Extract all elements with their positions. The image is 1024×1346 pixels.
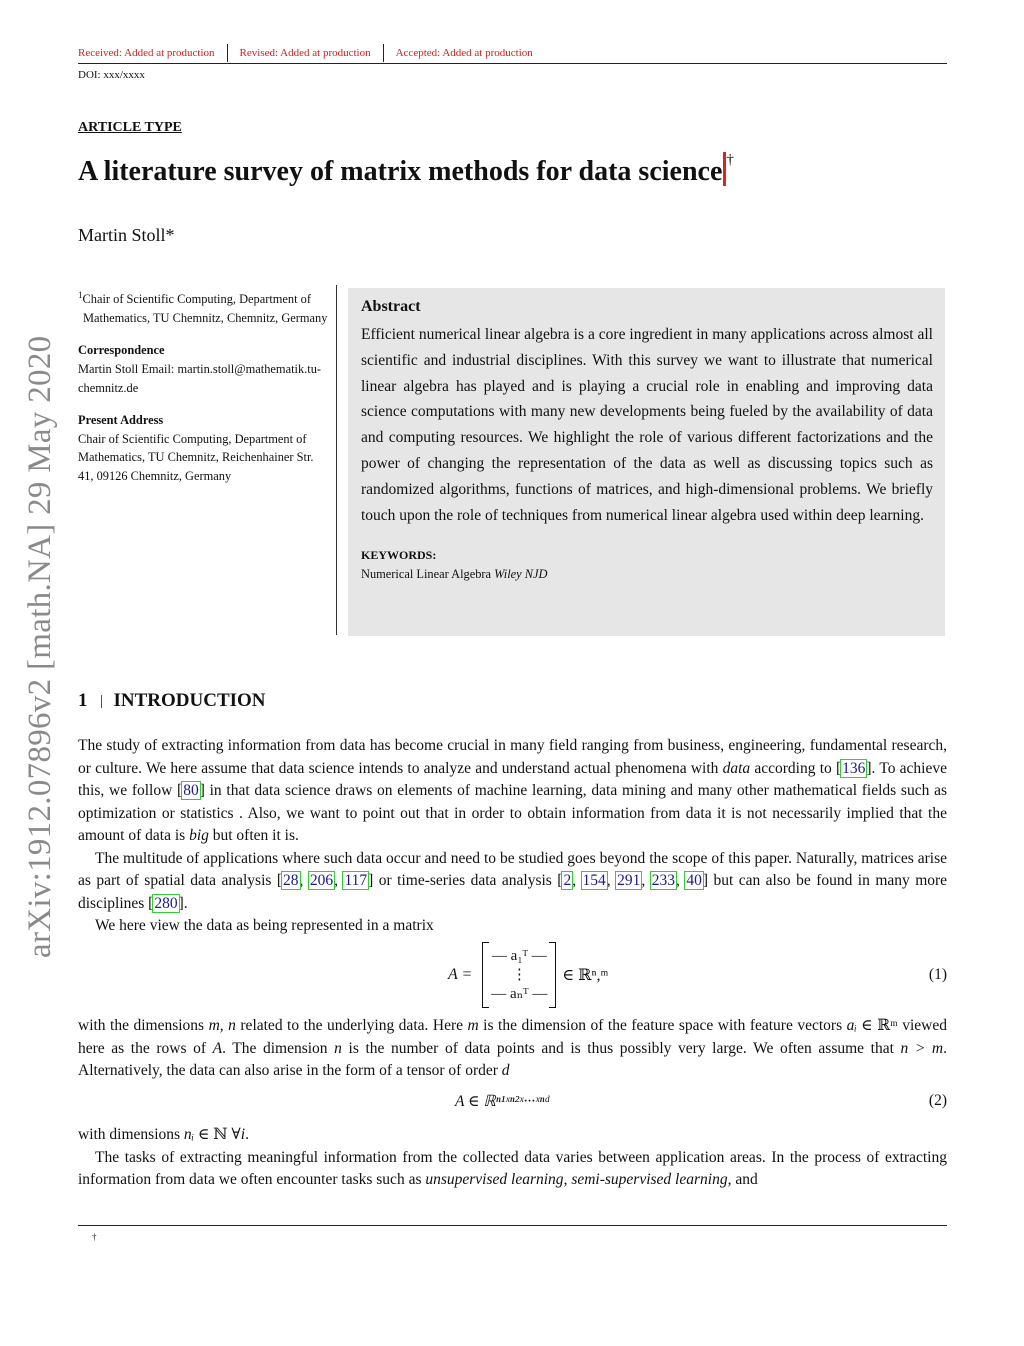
paragraph-5: [78, 1124, 947, 1147]
paragraph-3: We here view the data as being represented in a matrix: [95, 917, 434, 934]
math: d: [501, 1062, 510, 1079]
abstract-heading: Abstract: [361, 298, 421, 315]
footnote: †: [92, 1232, 97, 1242]
eq2-expression: A ∈ ℝⁿ¹ˣⁿ²ˣ···ˣⁿᵈ: [455, 1093, 550, 1110]
matrix-expression: [448, 942, 608, 1008]
paragraph-1: [78, 735, 947, 848]
text: . The dimension: [222, 1039, 335, 1057]
intro-paragraphs-1: [78, 735, 947, 938]
text: .: [245, 1126, 249, 1143]
text: with dimensions: [78, 1126, 184, 1143]
present-address-label: Present Address: [78, 413, 164, 428]
author: Martin Stoll*: [78, 225, 175, 245]
citation-link[interactable]: 117: [344, 872, 368, 889]
paragraph-4: [78, 1015, 947, 1083]
text: The study of extracting information from data has become crucial in many field ranging from business, engineering, fundamental research, or culture. We here assume that data science intends to analyze and understand actual phenomena with: [78, 737, 947, 777]
emphasis: unsupervised learning: [425, 1171, 564, 1188]
text: ] but can also be found in many more disciplines [: [78, 872, 948, 912]
received-date: Received: Added at production: [78, 47, 215, 59]
title-text: A literature survey of matrix methods for data science: [78, 156, 723, 187]
equation-number: (1): [928, 966, 947, 983]
section-number: 1: [78, 690, 88, 711]
text: ] in that data science draws on elements of machine learning, data mining and many other mathematical fields such as optimization or statistics . Also, we want to point out that in order to obtain information from data it is not necessarily implied that the amount of data is: [78, 782, 947, 844]
section-divider: [101, 695, 102, 708]
citation-link[interactable]: 206: [309, 872, 334, 889]
citation-link[interactable]: 28: [283, 872, 299, 889]
citation-link[interactable]: 280: [154, 894, 178, 912]
text: . Alternatively, the data can also arise in the form of a tensor of order: [78, 1039, 947, 1079]
text: related to the underlying data. Here: [235, 1017, 468, 1034]
matrix-rows: [489, 947, 549, 1004]
present-address-text: Chair of Scientific Computing, Department of Mathematics, TU Chemnitz, Reichenhainer Str. 41, 09126 Chemnitz, Germany: [78, 431, 314, 483]
equation-number: (2): [928, 1092, 947, 1109]
intro-paragraph-4: [78, 1015, 947, 1083]
keywords: [361, 567, 933, 582]
left-bracket: [482, 942, 489, 1008]
text: according to [: [750, 759, 842, 777]
text: The multitude of applications where such data occur and need to be studied goes beyond the scope of this paper. Naturally, matrices arise as part of spatial data analysis [: [78, 849, 947, 889]
eq-lhs: A =: [448, 966, 473, 983]
math: m, n: [208, 1017, 236, 1034]
accepted-date: Accepted: Added at production: [395, 47, 533, 59]
math: n: [334, 1039, 342, 1057]
abstract-text: Efficient numerical linear algebra is a core ingredient in many applications across almost all scientific and industrial disciplines. With this survey we want to illustrate that numerical linear algebra has played and is playing a crucial role in enabling and improving data science computations with many new developments being fueled by the availability of data and computing resources. We highlight the role of various different factorizations and the power of changing the representation of the data as well as discussing topics such as randomized algorithms, functions of matrices, and high-dimensional problems. We briefly touch upon the role of techniques from numerical linear algebra used within deep learning.: [361, 326, 933, 524]
column-divider: [336, 285, 337, 635]
keywords-heading: KEYWORDS:: [361, 548, 437, 563]
header-rule: [78, 63, 947, 64]
section-title: INTRODUCTION: [113, 690, 266, 711]
affiliation-number: 1: [78, 290, 83, 300]
emphasis: data: [722, 759, 751, 777]
article-type: ARTICLE TYPE: [78, 120, 182, 135]
equation-1: [78, 942, 947, 1010]
citation-link[interactable]: 136: [842, 759, 866, 777]
correspondence-text: Martin Stoll Email: martin.stoll@mathematik.tu-chemnitz.de: [78, 361, 322, 395]
text: , and: [727, 1171, 758, 1188]
paper-title: [78, 152, 734, 188]
text: ,: [563, 1171, 572, 1188]
right-bracket: [549, 942, 556, 1008]
citation-link[interactable]: 40: [686, 872, 702, 889]
section-heading: [78, 690, 266, 712]
text: but often it is.: [208, 827, 299, 844]
math: n > m: [900, 1039, 944, 1057]
citation-link[interactable]: 80: [183, 782, 199, 799]
affiliation-text: Chair of Scientific Computing, Department of Mathematics, TU Chemnitz, Chemnitz, Germany: [82, 292, 328, 325]
math: i: [240, 1126, 246, 1143]
abstract-box: [348, 288, 945, 636]
text: with the dimensions: [78, 1017, 209, 1034]
equation-2: [78, 1092, 947, 1114]
title-footnote-mark[interactable]: †: [726, 152, 734, 168]
citation-link[interactable]: 291: [617, 872, 641, 889]
math: nᵢ: [183, 1126, 195, 1143]
text: is the dimension of the feature space with feature vectors: [478, 1017, 847, 1034]
paragraph-2: The multitude of applications where such data occur and need to be studied goes beyond the scope of this paper. Naturally, matrices arise as part of spatial data analysis [28, 206, 117] or time-series data analysis [2, 154, 291, 233, 40] but can also be found in many more disciplines [280].: [78, 849, 948, 912]
correspondence-label: Correspondence: [78, 343, 165, 358]
text: ]. To achieve this, we follow [: [78, 759, 948, 799]
publication-history: [78, 44, 545, 62]
math: aᵢ: [846, 1017, 857, 1034]
doi: DOI: xxx/xxxx: [78, 69, 145, 81]
citation-link[interactable]: 233: [651, 872, 675, 889]
text: ] or time-series data analysis [: [368, 872, 563, 889]
matrix-row: ⋮: [511, 966, 527, 983]
text: is the number of data points and is thus possibly very large. We often assume that: [341, 1039, 901, 1057]
math: A: [212, 1039, 223, 1057]
keywords-text: Numerical Linear Algebra: [361, 567, 492, 582]
text: ∈ ℝᵐ viewed here as the rows of: [78, 1017, 947, 1057]
author-info: [78, 286, 328, 485]
keywords-italic: Wiley NJD: [494, 567, 548, 582]
paragraph-6: [78, 1147, 947, 1192]
affiliation: [78, 286, 328, 327]
arxiv-stamp: arXiv:1912.07896v2 [math.NA] 29 May 2020: [22, 335, 58, 958]
revised-date: Revised: Added at production: [239, 47, 371, 59]
citation-link[interactable]: 154: [582, 872, 606, 889]
math: m: [467, 1017, 479, 1034]
emphasis: semi-supervised learning: [571, 1171, 728, 1188]
intro-paragraphs-5: [78, 1124, 947, 1192]
text: The tasks of extracting meaningful information from the collected data varies between application areas. In the process of extracting information from data we often encounter tasks such as: [78, 1148, 947, 1188]
eq-rhs: ∈ ℝⁿ,ᵐ: [562, 967, 609, 984]
matrix-row: — aₙᵀ —: [491, 985, 548, 1002]
citation-link[interactable]: 2: [563, 872, 572, 889]
text: ∈ ℕ ∀: [194, 1126, 241, 1143]
matrix-row: — a₁ᵀ —: [491, 947, 547, 964]
text: ].: [178, 894, 188, 912]
emphasis: big: [189, 827, 209, 844]
footnote-rule: [78, 1225, 947, 1226]
